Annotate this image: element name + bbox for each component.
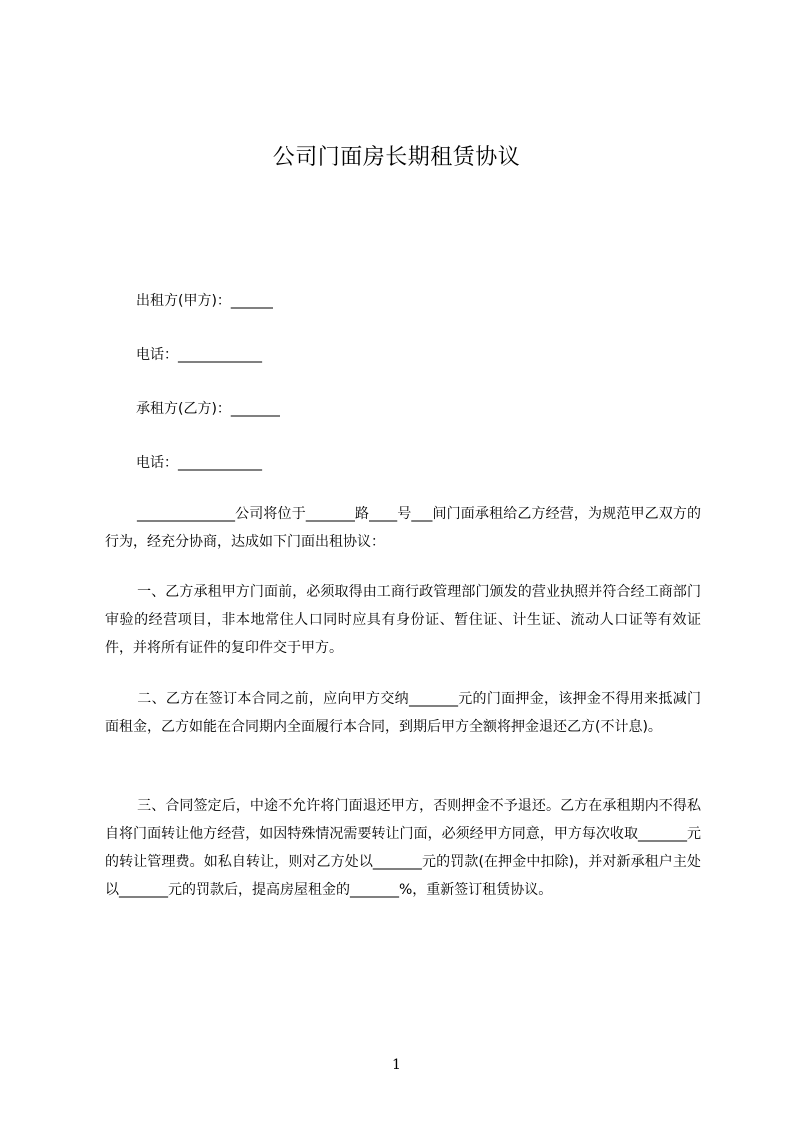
lessee-line: 承租方(乙方)：_______ (136, 401, 280, 417)
clause-2-text: 二、乙方在签订本合同之前，应向甲方交纳_______元的门面押金，该押金不得用来抵减门面租金，乙方如能在合同期内全面履行本合同，到期后甲方全额将押金退还乙方(不计息)。 (105, 691, 701, 735)
lessee-phone-line: 电话：____________ (136, 455, 262, 471)
intro-text: ______________公司将位于_______路____号___间门面承租给乙方经营，为规范甲乙双方的行为，经充分协商，达成如下门面出租协议： (105, 506, 701, 550)
clause-3-text: 三、合同签定后，中途不允许将门面退还甲方，否则押金不予退还。乙方在承租期内不得私自将门面转让他方经营，如因特殊情况需要转让门面，必须经甲方同意，甲方每次收取_______元的转让管理费。如私自转让，则对乙方处以_______元的罚款(在押金中扣除)，并对新承租户主处以_______元的罚款后，提高房屋租金的_______%，重新签订租赁协议。 (105, 798, 701, 898)
clause-1-text: 一、乙方承租甲方门面前，必须取得由工商行政管理部门颁发的营业执照并符合经工商部门审验的经营项目，非本地常住人口同时应具有身份证、暂住证、计生证、流动人口证等有效证件，并将所有证件的复印件交于甲方。 (105, 584, 701, 656)
clause-1-paragraph (105, 578, 701, 662)
lessor-phone-line: 电话：____________ (136, 347, 262, 363)
intro-paragraph (105, 500, 701, 556)
clause-2-paragraph (105, 685, 701, 741)
lessor-line: 出租方(甲方)：______ (136, 293, 273, 309)
document-title: 公司门面房长期租赁协议 (272, 145, 521, 170)
page-number: 1 (392, 1057, 401, 1073)
clause-3-paragraph (105, 792, 701, 904)
